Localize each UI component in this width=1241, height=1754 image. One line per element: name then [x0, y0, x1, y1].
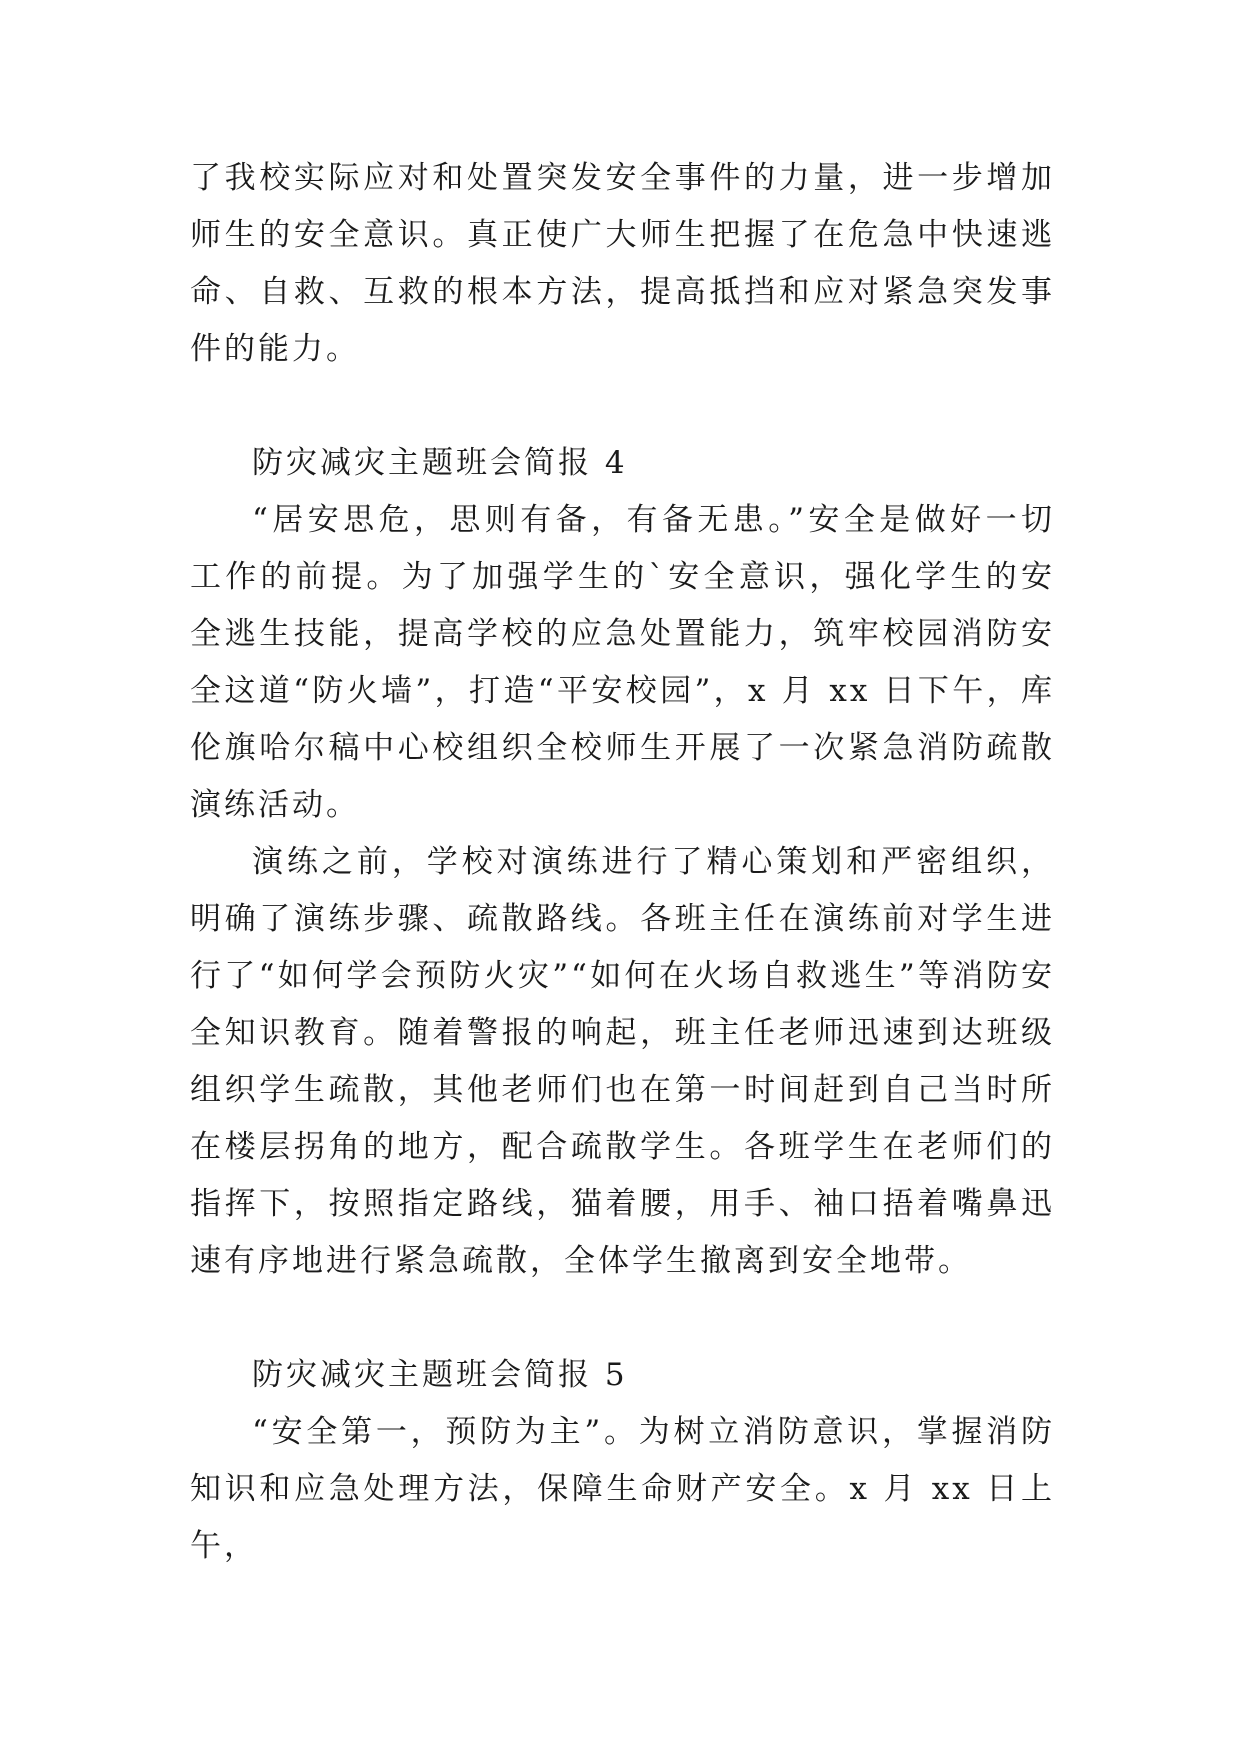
- document-page: [190, 150, 1055, 1575]
- section-4-title: 防灾减灾主题班会简报 4: [252, 445, 628, 481]
- section-5-title: 防灾减灾主题班会简报 5: [252, 1357, 628, 1393]
- section-gap: [190, 378, 1055, 435]
- section-5: [190, 1347, 1055, 1575]
- section-4: [190, 435, 1055, 1290]
- section-4-paragraph-1: “居安思危，思则有备，有备无患。”安全是做好一切工作的前提。为了加强学生的`安全意识，强化学生的安全逃生技能，提高学校的应急处置能力，筑牢校园消防安全这道“防火墙”，打造“平安校园”，x 月 xx 日下午，库伦旗哈尔稿中心校组织全校师生开展了一次紧急消防疏散演练活动。: [190, 502, 1055, 823]
- section-4-paragraph-2: 演练之前，学校对演练进行了精心策划和严密组织，明确了演练步骤、疏散路线。各班主任在演练前对学生进行了“如何学会预防火灾”“如何在火场自救逃生”等消防安全知识教育。随着警报的响起，班主任老师迅速到达班级组织学生疏散，其他老师们也在第一时间赶到自己当时所在楼层拐角的地方，配合疏散学生。各班学生在老师们的指挥下，按照指定路线，猫着腰，用手、袖口捂着嘴鼻迅速有序地进行紧急疏散，全体学生撤离到安全地带。: [190, 844, 1055, 1279]
- paragraph-continuation: 了我校实际应对和处置突发安全事件的力量，进一步增加师生的安全意识。真正使广大师生把握了在危急中快速逃命、自救、互救的根本方法，提高抵挡和应对紧急突发事件的能力。: [190, 160, 1055, 367]
- section-5-paragraph-1: “安全第一，预防为主”。为树立消防意识，掌握消防知识和应急处理方法，保障生命财产安全。x 月 xx 日上午，: [190, 1414, 1055, 1564]
- section-gap: [190, 1290, 1055, 1347]
